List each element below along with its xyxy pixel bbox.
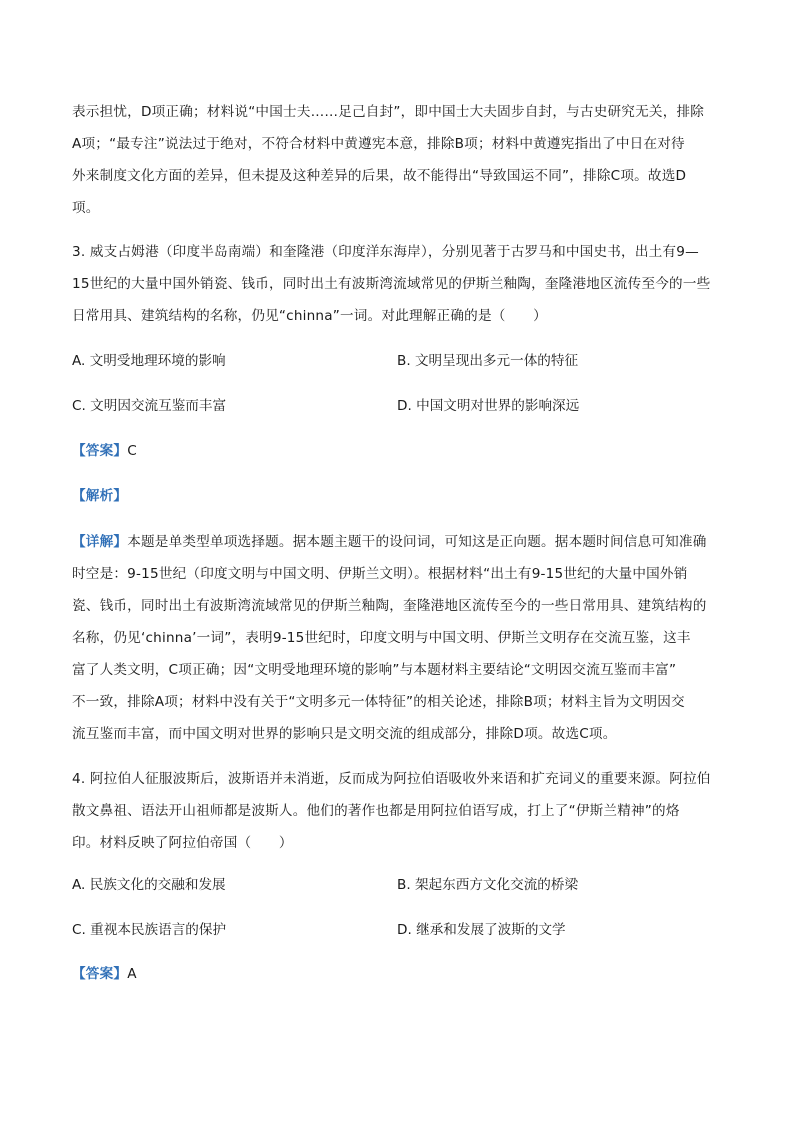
q3-detail-line-4: 名称，仍见‘chinna’一词”，表明9-15世纪时，印度文明与中国文明、伊斯兰文明存在交流互鉴，这丰 xyxy=(72,630,691,646)
q3-detail-line-5: 富了人类文明，C项正确；因“文明受地理环境的影响”与本题材料主要结论“文明因交流互鉴而丰富” xyxy=(72,662,677,678)
prev-analysis-line-3: 外来制度文化方面的差异，但未提及这种差异的后果，故不能得出“导致国运不同”，排除C项。故选D xyxy=(72,168,687,184)
q4-stem-line-1: 4. 阿拉伯人征服波斯后，波斯语并未消逝，反而成为阿拉伯语吸收外来语和扩充词义的重要来源。阿拉伯 xyxy=(72,771,711,787)
q3-detail-line-1 xyxy=(72,532,707,552)
prev-analysis-line-4: 项。 xyxy=(72,200,100,216)
q3-detail-first: 本题是单类型单项选择题。据本题主题干的设问词，可知这是正向题。据本题时间信息可知准确 xyxy=(127,534,707,550)
q3-detail-line-7: 流互鉴而丰富，而中国文明对世界的影响只是文明交流的组成部分，排除D项。故选C项。 xyxy=(72,726,617,742)
q3-answer-tag: 【答案】 xyxy=(72,443,128,459)
q4-answer-value: A xyxy=(127,966,137,982)
q4-answer xyxy=(72,964,137,984)
q4-option-b: B. 架起东西方文化交流的桥梁 xyxy=(397,877,579,893)
q4-option-c: C. 重视本民族语言的保护 xyxy=(72,922,227,938)
q4-option-a: A. 民族文化的交融和发展 xyxy=(72,877,226,893)
q3-analysis-heading xyxy=(72,486,127,506)
q4-stem-line-3: 印。材料反映了阿拉伯帝国（ ） xyxy=(72,835,293,851)
q3-detail-line-3: 瓷、钱币，同时出土有波斯湾流域常见的伊斯兰釉陶，奎隆港地区流传至今的一些日常用具、建筑结构的 xyxy=(72,598,707,614)
q3-answer-value: C xyxy=(127,443,137,459)
q4-stem-line-2: 散文鼻祖、语法开山祖师都是波斯人。他们的著作也都是用阿拉伯语写成，打上了“伊斯兰精神”的烙 xyxy=(72,803,680,819)
q3-option-d: D. 中国文明对世界的影响深远 xyxy=(397,398,580,414)
q3-detail-line-2: 时空是：9-15世纪（印度文明与中国文明、伊斯兰文明）。根据材料“出土有9-15世纪的大量中国外销 xyxy=(72,566,688,582)
q3-option-c: C. 文明因交流互鉴而丰富 xyxy=(72,398,227,414)
prev-analysis-line-1: 表示担忧，D项正确；材料说“中国士夫……足己自封”，即中国士大夫固步自封，与古史研究无关，排除 xyxy=(72,104,705,120)
q4-answer-tag: 【答案】 xyxy=(72,966,128,982)
q3-answer xyxy=(72,441,137,461)
q3-detail-tag: 【详解】 xyxy=(72,534,128,550)
q3-detail-line-6: 不一致，排除A项；材料中没有关于“文明多元一体特征”的相关论述，排除B项；材料主旨为文明因交 xyxy=(72,694,685,710)
q3-stem-line-2: 15世纪的大量中国外销瓷、钱币，同时出土有波斯湾流域常见的伊斯兰釉陶，奎隆港地区流传至今的一些 xyxy=(72,276,711,292)
q3-option-b: B. 文明呈现出多元一体的特征 xyxy=(397,353,579,369)
q3-stem-line-1: 3. 威支占姆港（印度半岛南端）和奎隆港（印度洋东海岸），分别见著于古罗马和中国史书，出土有9— xyxy=(72,244,699,260)
prev-analysis-line-2: A项；“最专注”说法过于绝对，不符合材料中黄遵宪本意，排除B项；材料中黄遵宪指出了中日在对待 xyxy=(72,136,685,152)
q4-option-d: D. 继承和发展了波斯的文学 xyxy=(397,922,566,938)
q3-option-a: A. 文明受地理环境的影响 xyxy=(72,353,226,369)
q3-analysis-tag: 【解析】 xyxy=(72,488,128,504)
q3-stem-line-3: 日常用具、建筑结构的名称，仍见“chinna”一词。对此理解正确的是（ ） xyxy=(72,308,547,324)
